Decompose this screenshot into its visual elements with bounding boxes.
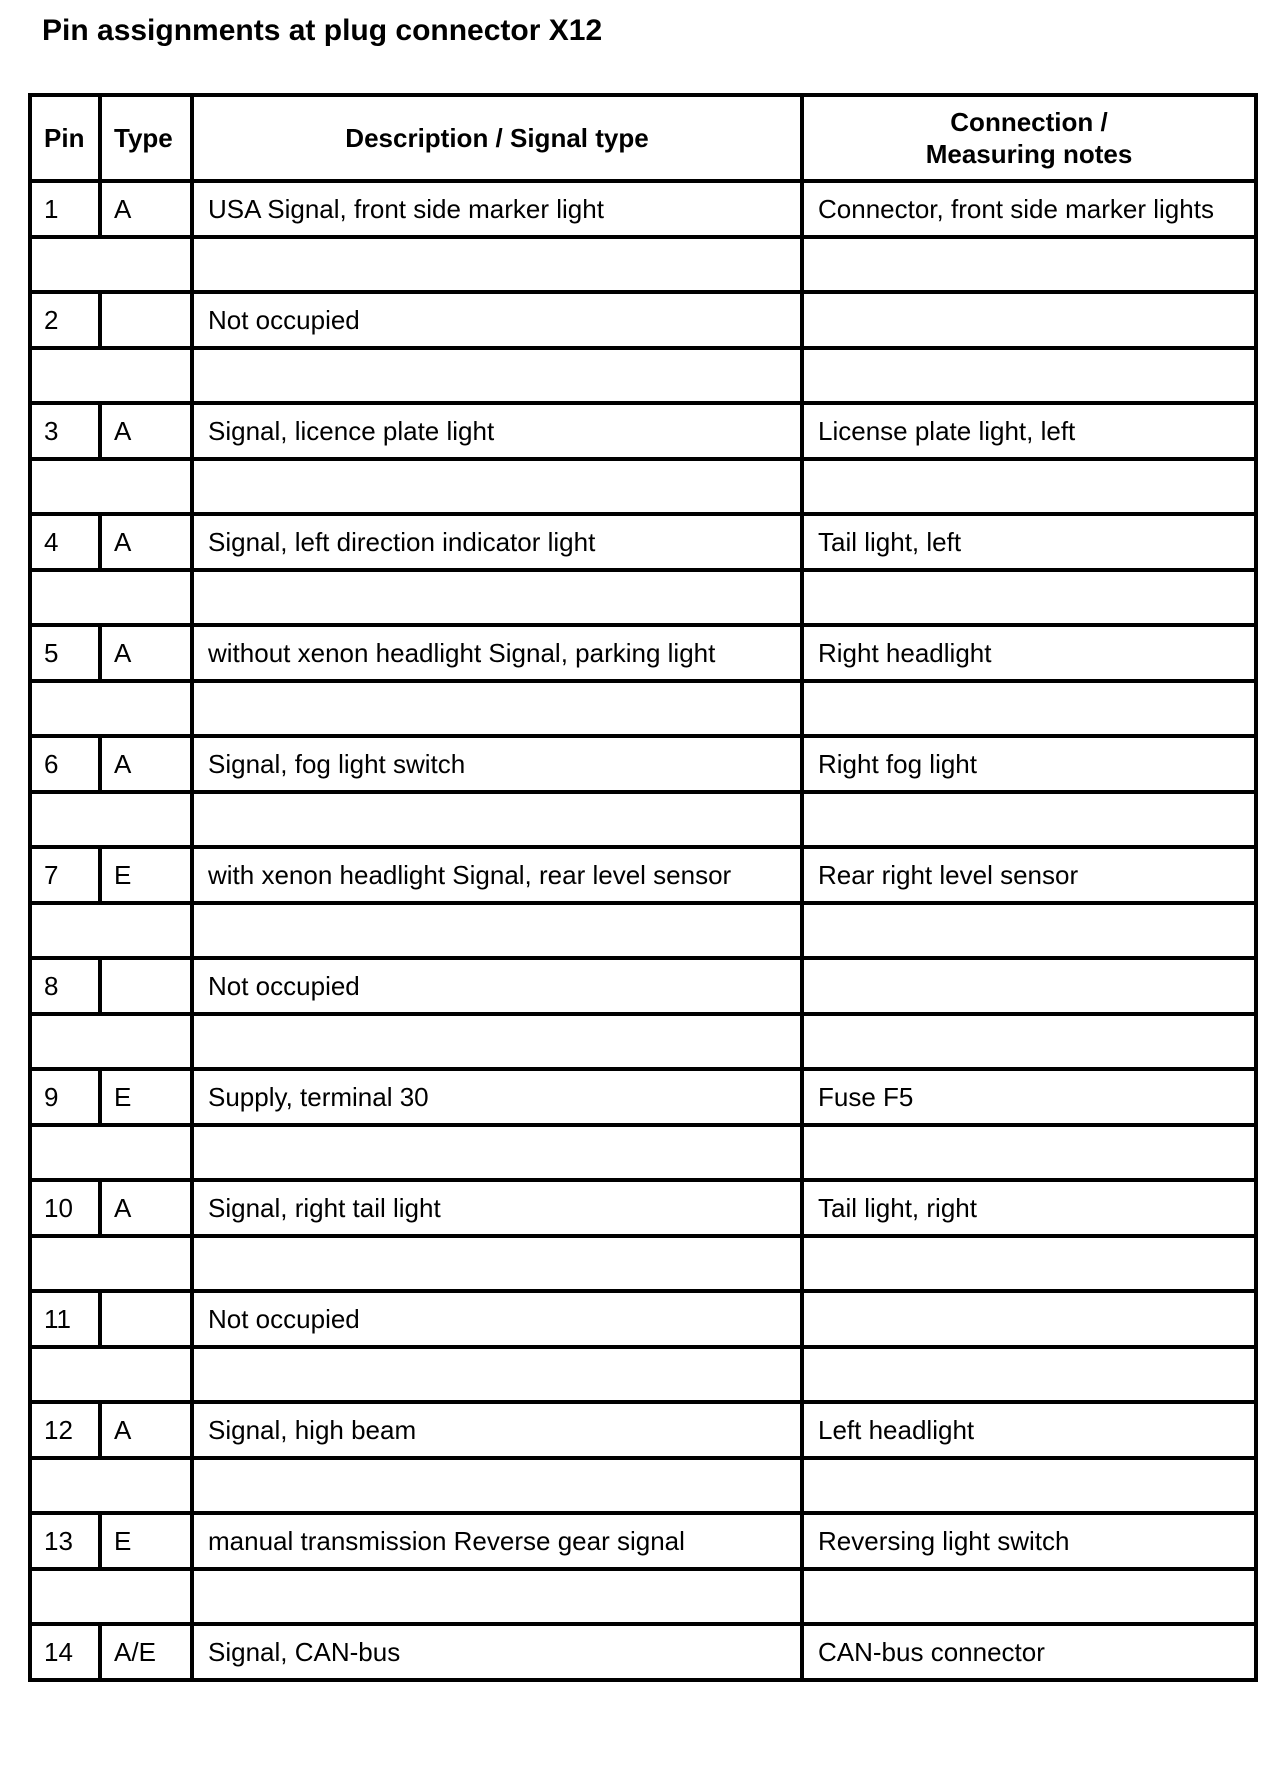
spacer-cell-connection: [802, 792, 1256, 847]
spacer-cell-description: [192, 1236, 802, 1291]
spacer-cell-description: [192, 903, 802, 958]
spacer-cell-description: [192, 1347, 802, 1402]
type-cell: A: [100, 625, 192, 681]
spacer-cell-connection: [802, 1125, 1256, 1180]
spacer-cell-pin-type: [30, 1458, 192, 1513]
spacer-cell-connection: [802, 681, 1256, 736]
table-spacer-row: [30, 903, 1256, 958]
connection-cell: Left headlight: [802, 1402, 1256, 1458]
type-cell: [100, 292, 192, 348]
spacer-cell-connection: [802, 570, 1256, 625]
description-cell: Signal, fog light switch: [192, 736, 802, 792]
pin-cell: 6: [30, 736, 100, 792]
type-cell: [100, 958, 192, 1014]
spacer-cell-pin-type: [30, 903, 192, 958]
connection-cell: Reversing light switch: [802, 1513, 1256, 1569]
type-cell: A: [100, 1402, 192, 1458]
spacer-cell-connection: [802, 1569, 1256, 1624]
spacer-cell-connection: [802, 348, 1256, 403]
table-row: [30, 181, 1256, 237]
spacer-cell-connection: [802, 1236, 1256, 1291]
type-cell: A: [100, 181, 192, 237]
spacer-cell-description: [192, 237, 802, 292]
type-cell: [100, 1291, 192, 1347]
pin-cell: 3: [30, 403, 100, 459]
table-row: [30, 736, 1256, 792]
column-header-type: Type: [100, 95, 192, 181]
type-cell: A: [100, 1180, 192, 1236]
table-spacer-row: [30, 1014, 1256, 1069]
table-row: [30, 1513, 1256, 1569]
description-cell: Signal, licence plate light: [192, 403, 802, 459]
description-cell: Signal, left direction indicator light: [192, 514, 802, 570]
connection-cell: License plate light, left: [802, 403, 1256, 459]
spacer-cell-pin-type: [30, 681, 192, 736]
spacer-cell-connection: [802, 1014, 1256, 1069]
type-cell: A: [100, 736, 192, 792]
pin-cell: 10: [30, 1180, 100, 1236]
pin-cell: 5: [30, 625, 100, 681]
spacer-cell-pin-type: [30, 1347, 192, 1402]
description-cell: Supply, terminal 30: [192, 1069, 802, 1125]
connection-cell: [802, 292, 1256, 348]
table-row: [30, 1180, 1256, 1236]
pin-cell: 1: [30, 181, 100, 237]
spacer-cell-connection: [802, 237, 1256, 292]
table-row: [30, 403, 1256, 459]
description-cell: with xenon headlight Signal, rear level sensor: [192, 847, 802, 903]
column-header-description: Description / Signal type: [192, 95, 802, 181]
table-row: [30, 958, 1256, 1014]
spacer-cell-pin-type: [30, 1236, 192, 1291]
pin-cell: 9: [30, 1069, 100, 1125]
table-spacer-row: [30, 570, 1256, 625]
description-cell: Not occupied: [192, 958, 802, 1014]
pin-cell: 11: [30, 1291, 100, 1347]
table-row: [30, 1291, 1256, 1347]
connection-cell: Connector, front side marker lights: [802, 181, 1256, 237]
table-spacer-row: [30, 1569, 1256, 1624]
pin-cell: 13: [30, 1513, 100, 1569]
spacer-cell-pin-type: [30, 1569, 192, 1624]
spacer-cell-description: [192, 792, 802, 847]
type-cell: A/E: [100, 1624, 192, 1680]
connection-cell: [802, 1291, 1256, 1347]
spacer-cell-pin-type: [30, 1014, 192, 1069]
spacer-cell-connection: [802, 1458, 1256, 1513]
table-row: [30, 514, 1256, 570]
pin-cell: 14: [30, 1624, 100, 1680]
page-title: Pin assignments at plug connector X12: [42, 14, 603, 47]
type-cell: E: [100, 1069, 192, 1125]
table-row: [30, 847, 1256, 903]
description-cell: without xenon headlight Signal, parking light: [192, 625, 802, 681]
description-cell: Signal, high beam: [192, 1402, 802, 1458]
table-spacer-row: [30, 1125, 1256, 1180]
column-header-connection-line2: Measuring notes: [925, 139, 1133, 169]
type-cell: E: [100, 1513, 192, 1569]
connection-cell: CAN-bus connector: [802, 1624, 1256, 1680]
type-cell: A: [100, 403, 192, 459]
pin-cell: 2: [30, 292, 100, 348]
table-spacer-row: [30, 681, 1256, 736]
table-spacer-row: [30, 1347, 1256, 1402]
description-cell: Signal, right tail light: [192, 1180, 802, 1236]
spacer-cell-connection: [802, 459, 1256, 514]
pin-cell: 4: [30, 514, 100, 570]
table-spacer-row: [30, 459, 1256, 514]
column-header-connection-line1: Connection /: [950, 107, 1108, 137]
table-header-row: [30, 95, 1256, 181]
connection-cell: Right fog light: [802, 736, 1256, 792]
column-header-pin: Pin: [30, 95, 100, 181]
spacer-cell-description: [192, 681, 802, 736]
spacer-cell-description: [192, 459, 802, 514]
table-spacer-row: [30, 348, 1256, 403]
pin-cell: 7: [30, 847, 100, 903]
spacer-cell-pin-type: [30, 570, 192, 625]
spacer-cell-pin-type: [30, 348, 192, 403]
table-row: [30, 292, 1256, 348]
table-row: [30, 1402, 1256, 1458]
pin-cell: 12: [30, 1402, 100, 1458]
connection-cell: [802, 958, 1256, 1014]
spacer-cell-description: [192, 570, 802, 625]
table-spacer-row: [30, 237, 1256, 292]
spacer-cell-connection: [802, 1347, 1256, 1402]
connection-cell: Rear right level sensor: [802, 847, 1256, 903]
description-cell: USA Signal, front side marker light: [192, 181, 802, 237]
table-spacer-row: [30, 1236, 1256, 1291]
spacer-cell-description: [192, 1569, 802, 1624]
connection-cell: Right headlight: [802, 625, 1256, 681]
connection-cell: Tail light, right: [802, 1180, 1256, 1236]
spacer-cell-pin-type: [30, 792, 192, 847]
description-cell: Not occupied: [192, 1291, 802, 1347]
type-cell: E: [100, 847, 192, 903]
spacer-cell-connection: [802, 903, 1256, 958]
table-row: [30, 625, 1256, 681]
spacer-cell-pin-type: [30, 459, 192, 514]
spacer-cell-description: [192, 1125, 802, 1180]
table-spacer-row: [30, 792, 1256, 847]
connection-cell: Tail light, left: [802, 514, 1256, 570]
spacer-cell-pin-type: [30, 1125, 192, 1180]
connection-cell: Fuse F5: [802, 1069, 1256, 1125]
column-header-connection: [802, 95, 1256, 181]
table-spacer-row: [30, 1458, 1256, 1513]
description-cell: Not occupied: [192, 292, 802, 348]
pin-cell: 8: [30, 958, 100, 1014]
table-row: [30, 1624, 1256, 1680]
description-cell: Signal, CAN-bus: [192, 1624, 802, 1680]
table-row: [30, 1069, 1256, 1125]
type-cell: A: [100, 514, 192, 570]
description-cell: manual transmission Reverse gear signal: [192, 1513, 802, 1569]
spacer-cell-pin-type: [30, 237, 192, 292]
spacer-cell-description: [192, 1458, 802, 1513]
spacer-cell-description: [192, 1014, 802, 1069]
spacer-cell-description: [192, 348, 802, 403]
pin-assignment-table: [28, 93, 1258, 1682]
